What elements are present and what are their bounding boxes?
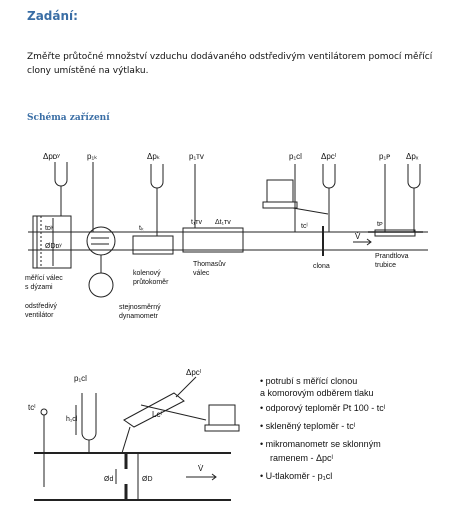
label-clona: clona bbox=[313, 263, 330, 270]
bullet-item: • potrubí s měřící clonou bbox=[260, 376, 358, 386]
fig2-label-dpcl: Δpᴄˡ bbox=[186, 368, 202, 377]
sensor-label-tk: tₖ bbox=[139, 225, 144, 232]
orifice-detail-figure bbox=[26, 365, 446, 520]
label-prandtlova-2: trubice bbox=[375, 262, 397, 269]
sensor-label-t1tv: t₁ᴛᴠ bbox=[191, 219, 203, 226]
bullet-item: • odporový teploměr Pt 100 - tᴄˡ bbox=[260, 403, 386, 413]
bullet-item: • U-tlakoměr - p₁cl bbox=[260, 471, 333, 481]
sensor-label-tdy: tᴅʸ bbox=[45, 225, 54, 232]
gauge-label-dpk: Δpₖ bbox=[147, 152, 161, 161]
sensor-label-tp: tᴘ bbox=[377, 221, 383, 228]
label-merici-valec-2: s dýzami bbox=[25, 284, 53, 291]
gauge-label-dpdy: Δpᴅʸ bbox=[43, 152, 60, 161]
label-thomasuv-2: válec bbox=[193, 270, 210, 277]
sensor-label-dt1tv: Δt₁ᴛᴠ bbox=[215, 219, 231, 226]
fig2-label-d-small: Ød bbox=[104, 476, 114, 483]
gauge-label-dpx: Δpₓ bbox=[406, 152, 419, 161]
gauge-label-p1p: p₁ᴘ bbox=[379, 152, 391, 161]
apparatus-schematic bbox=[23, 150, 443, 325]
fig2-label-d-big: ØD bbox=[142, 476, 153, 483]
gauge-label-dpcl: Δpᴄˡ bbox=[321, 152, 337, 161]
bullet-item: • skleněný teploměr - tᴄˡ bbox=[260, 421, 356, 431]
label-ventilator-2: ventilátor bbox=[25, 312, 54, 319]
task-text: Změřte průtočné množství vzduchu dodávaného odstředivým ventilátorem pomocí měřící clony umístěné na výtlaku. bbox=[27, 52, 433, 76]
gauge-label-p1cl: p₁cl bbox=[289, 152, 302, 161]
fig2-label-p1cl: p₁cl bbox=[74, 374, 87, 383]
fig2-label-tcl: tᴄˡ bbox=[28, 403, 36, 412]
label-dynamometr-2: dynamometr bbox=[119, 313, 158, 320]
sensor-label-tcl: tᴄˡ bbox=[301, 223, 308, 230]
gauge-label-p1tv: p₁ᴛᴠ bbox=[189, 152, 204, 161]
gauge-label-p1k: p₁ₖ bbox=[87, 152, 98, 161]
label-kolenovy-2: průtokoměr bbox=[133, 279, 169, 286]
label-dynamometr-1: stejnosměrný bbox=[119, 304, 161, 311]
label-ventilator-1: odstředivý bbox=[25, 303, 57, 310]
fig2-label-lcl: Lᴄˡ bbox=[152, 410, 162, 419]
label-kolenovy-1: kolenový bbox=[133, 270, 161, 277]
page-heading: Zadání: bbox=[27, 9, 78, 23]
flow-symbol: V̇ bbox=[355, 232, 361, 241]
bullet-item-continuation: ramenem - Δpᴄˡ bbox=[270, 453, 333, 463]
label-merici-valec-1: měřící válec bbox=[25, 275, 63, 282]
dy-diameter-label: ØDᴅʸ bbox=[45, 243, 62, 250]
label-thomasuv-1: Thomasův bbox=[193, 261, 226, 268]
label-prandtlova-1: Prandtlova bbox=[375, 253, 409, 260]
fig2-flow-symbol: V̇ bbox=[198, 464, 204, 473]
bullet-item-continuation: a komorovým odběrem tlaku bbox=[260, 388, 374, 398]
fig2-label-h1cl: h₁cl bbox=[66, 416, 78, 423]
schema-heading: Schéma zařízení bbox=[27, 113, 110, 123]
bullet-item: • mikromanometr se sklonným bbox=[260, 439, 381, 449]
